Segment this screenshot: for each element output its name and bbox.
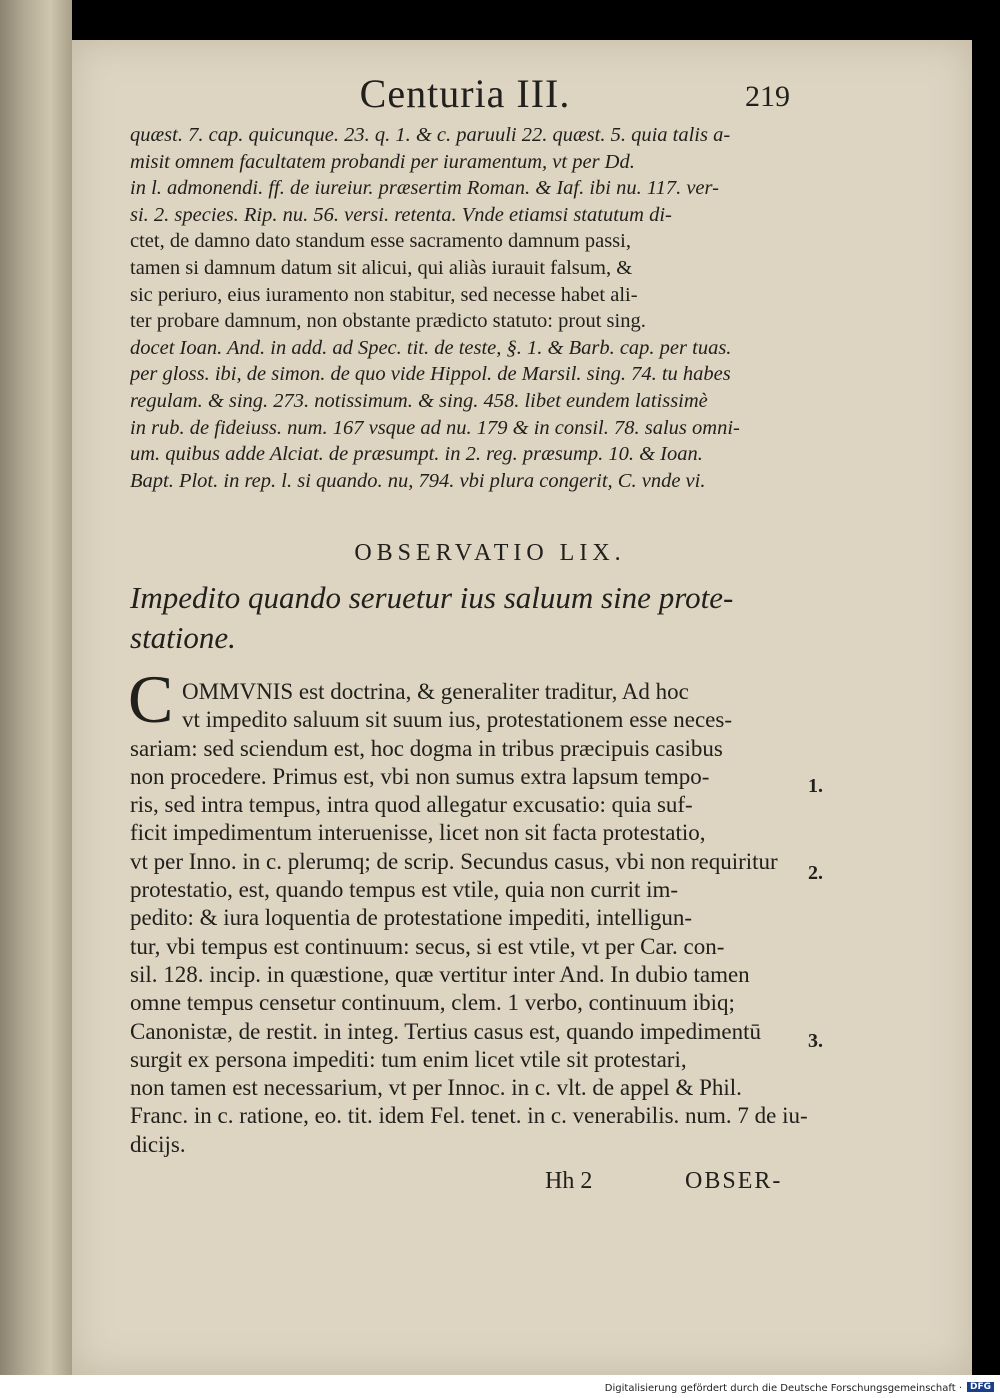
- text-line: ficit impedimentum interuenisse, licet non sit facta protestatio,: [130, 820, 706, 846]
- running-header: Centuria III.: [359, 71, 571, 116]
- funding-credit: Digitalisierung gefördert durch die Deutsche Forschungsgemeinschaft ·: [604, 1383, 962, 1394]
- text-line: protestatio, est, quando tempus est vtile, quia non currit im-: [130, 877, 679, 903]
- text-line: in l. admonendi. ff. de iureiur. præsertim Roman. & Iaf. ibi nu. 117. ver-: [130, 177, 719, 200]
- text-line: docet Ioan. And. in add. ad Spec. tit. de teste, §. 1. & Barb. cap. per tuas.: [130, 336, 732, 359]
- drop-cap: C: [128, 661, 174, 737]
- text-line: quæst. 7. cap. quicunque. 23. q. 1. & c. paruuli 22. quæst. 5. quia talis a-: [130, 124, 731, 146]
- page-number: 219: [745, 80, 790, 113]
- signature-mark: Hh 2: [545, 1168, 593, 1194]
- text-line: sic periuro, eius iuramento non stabitur, sed necesse habet ali-: [130, 283, 638, 306]
- text-line: Canonistæ, de restit. in integ. Tertius casus est, quando impedimentū: [130, 1018, 762, 1044]
- citation-paragraph: [130, 122, 810, 494]
- margin-number: 3.: [808, 1030, 823, 1052]
- text-line: misit omnem facultatem probandi per iuramentum, vt per Dd.: [130, 150, 635, 173]
- text-line: ctet, de damno dato standum esse sacramento damnum passi,: [130, 230, 631, 253]
- book-page-edge: [0, 0, 72, 1375]
- text-line: vt impedito saluum sit suum ius, protestationem esse neces-: [182, 707, 733, 733]
- text-line: surgit ex persona impediti: tum enim licet vtile sit protestari,: [130, 1046, 687, 1072]
- dfg-logo: DFG: [967, 1382, 994, 1392]
- text-line: omne tempus censetur continuum, clem. 1 verbo, continuum ibiq;: [130, 990, 735, 1016]
- text-line: Franc. in c. ratione, eo. tit. idem Fel. tenet. in c. venerabilis. num. 7 de iu-: [130, 1103, 808, 1129]
- text-line: regulam. & sing. 273. notissimum. & sing. 458. libet eundem latissimè: [130, 389, 708, 412]
- text-line: tamen si damnum datum sit alicui, qui aliàs iurauit falsum, &: [130, 256, 633, 279]
- text-line: non procedere. Primus est, vbi non sumus extra lapsum tempo-: [130, 763, 710, 789]
- text-line: ter probare damnum, non obstante prædicto statuto: prout sing.: [130, 310, 646, 333]
- observation-heading: OBSERVATIO LIX.: [354, 540, 626, 566]
- text-line: in rub. de fideiuss. num. 167 vsque ad nu. 179 & in consil. 78. salus omni-: [130, 416, 740, 439]
- subtitle-line: statione.: [130, 620, 236, 655]
- margin-number: 1.: [808, 775, 823, 797]
- text-line: sil. 128. incip. in quæstione, quæ vertitur inter And. In dubio tamen: [130, 961, 750, 987]
- subtitle-line: Impedito quando seruetur ius saluum sine prote-: [130, 580, 734, 615]
- text-line: vt per Inno. in c. plerumq; de scrip. Secundus casus, vbi non requiritur: [130, 848, 778, 874]
- text-line: um. quibus adde Alciat. de præsumpt. in 2. reg. præsump. 10. & Ioan.: [130, 443, 703, 466]
- text-line: sariam: sed sciendum est, hoc dogma in tribus præcipuis casibus: [130, 735, 723, 761]
- text-line: ris, sed intra tempus, intra quod allegatur excusatio: quia suf-: [130, 792, 693, 818]
- text-line: per gloss. ibi, de simon. de quo vide Hippol. de Marsil. sing. 74. tu habes: [130, 363, 731, 386]
- text-line: OMMVNIS est doctrina, & generaliter traditur, Ad hoc: [182, 679, 689, 704]
- text-line: pedito: & iura loquentia de protestatione impediti, intelligun-: [130, 905, 693, 931]
- text-line: dicijs.: [130, 1131, 186, 1157]
- catchword: OBSER-: [685, 1168, 783, 1194]
- margin-number: 2.: [808, 862, 823, 884]
- text-line: Bapt. Plot. in rep. l. si quando. nu, 794. vbi plura congerit, C. vnde vi.: [130, 469, 706, 492]
- text-line: tur, vbi tempus est continuum: secus, si est vtile, vt per Car. con-: [130, 933, 725, 959]
- text-line: si. 2. species. Rip. nu. 56. versi. retenta. Vnde etiamsi statutum di-: [130, 203, 672, 226]
- text-line: non tamen est necessarium, vt per Innoc. in c. vlt. de appel & Phil.: [130, 1075, 742, 1101]
- body-paragraph: [130, 678, 810, 1159]
- observation-subtitle: [130, 578, 810, 658]
